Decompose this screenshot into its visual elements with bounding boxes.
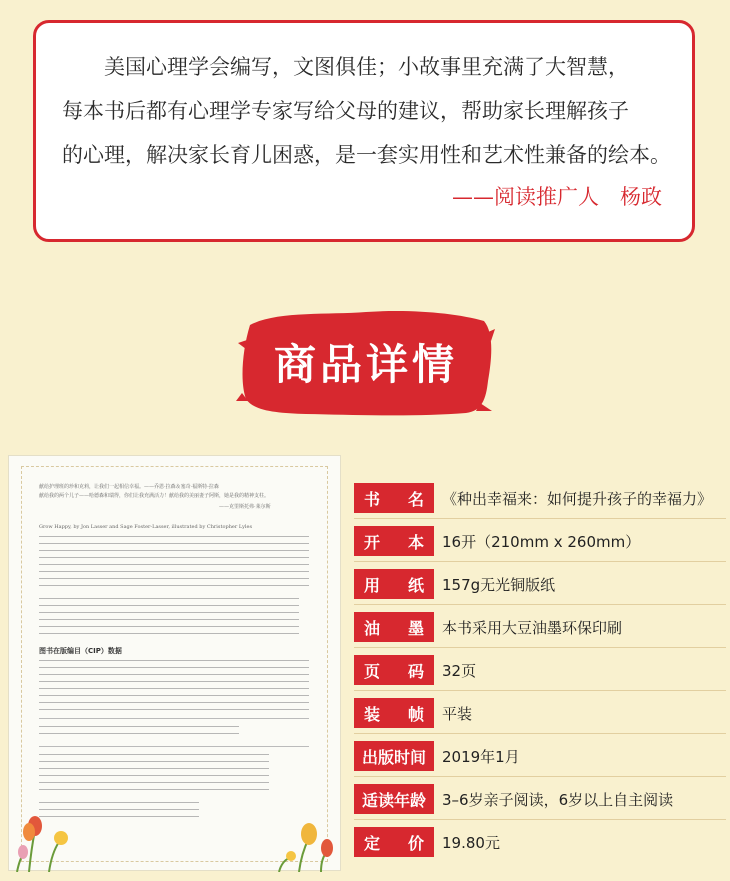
spec-label	[354, 612, 434, 642]
cip-heading: 图书在版编目（CIP）数据	[39, 647, 122, 655]
epigraph-line: 献给我的两个儿子——哈德森和瑞得，你们让我充满活力！献给我的美丽妻子阿斯，她是我的精神支柱。	[39, 493, 270, 499]
divider	[39, 718, 309, 719]
spec-value: 157g无光铜版纸	[442, 575, 556, 594]
spec-label-char: 价	[407, 833, 424, 853]
spec-label-char: 开	[364, 532, 381, 552]
spec-label	[354, 827, 434, 857]
spec-label-char: 油	[364, 618, 381, 638]
spec-label-char: 墨	[407, 618, 424, 638]
copyright-english: Grow Happy, by Jon Lasser and Sage Foster-Lasser, illustrated by Christopher Lyles	[39, 524, 253, 530]
publisher-text-block	[39, 752, 269, 794]
spec-row-format	[354, 526, 726, 556]
spec-label-char: 帧	[407, 704, 424, 724]
quote-card	[33, 20, 695, 242]
spec-value: 平装	[442, 704, 473, 723]
spec-row-ink	[354, 612, 726, 642]
spec-row-title	[354, 483, 726, 513]
quote-line: 的心理，解决家长育儿困惑，是一套实用性和艺术性兼备的绘本。	[62, 143, 671, 167]
divider	[354, 733, 726, 734]
spec-label: 出版时间	[354, 741, 434, 771]
divider	[39, 746, 309, 747]
book-copyright-page	[8, 455, 341, 871]
quote-line: 每本书后都有心理学专家写给父母的建议，帮助家长理解孩子	[62, 99, 629, 123]
section-title: 商品详情	[273, 340, 458, 389]
spec-value: 《种出幸福来：如何提升孩子的幸福力》	[442, 489, 713, 508]
spec-label-char: 定	[364, 833, 381, 853]
spec-label-char: 纸	[407, 575, 424, 595]
copyright-text-block	[39, 534, 309, 590]
spec-row-age	[354, 784, 726, 814]
quote-signature: ——阅读推广人 杨政	[452, 185, 662, 209]
spec-row-binding	[354, 698, 726, 728]
cip-text-block	[39, 658, 309, 710]
epigraph-line: 献给护理班的珍和克莉，让我们一起相信幸福。——乔恩·拉森＆塞奇·福斯特-拉森	[39, 484, 219, 490]
divider	[354, 690, 726, 691]
spec-label	[354, 698, 434, 728]
spec-label-char: 装	[364, 704, 381, 724]
spec-label-char: 本	[407, 532, 424, 552]
divider	[354, 561, 726, 562]
spec-label	[354, 483, 434, 513]
spec-row-paper	[354, 569, 726, 599]
spec-label	[354, 655, 434, 685]
divider	[354, 776, 726, 777]
spec-label-char: 书	[364, 489, 381, 509]
divider	[354, 604, 726, 605]
spec-value: 32页	[442, 661, 477, 680]
spec-row-publish-date	[354, 741, 726, 771]
spec-label-char: 码	[407, 661, 424, 681]
spec-label	[354, 569, 434, 599]
epigraph-signature: ——克里斯托弗·莱尔斯	[219, 504, 271, 510]
spec-label-char: 名	[407, 489, 424, 509]
spec-value: 16开（210mm x 260mm）	[442, 532, 641, 551]
spec-value: 19.80元	[442, 833, 500, 852]
divider	[354, 518, 726, 519]
flower-decoration-icon	[9, 812, 342, 872]
spec-value: 3–6岁亲子阅读，6岁以上自主阅读	[442, 790, 674, 809]
section-banner	[236, 303, 496, 421]
quote-line: 美国心理学会编写，文图俱佳；小故事里充满了大智慧，	[104, 55, 629, 79]
cip-text-block	[39, 724, 239, 738]
divider	[354, 647, 726, 648]
spec-label-char: 页	[364, 661, 381, 681]
spec-value: 本书采用大豆油墨环保印刷	[442, 618, 623, 637]
copyright-text-block	[39, 596, 299, 636]
spec-label	[354, 526, 434, 556]
spec-value: 2019年1月	[442, 747, 520, 766]
spec-row-price	[354, 827, 726, 857]
spec-label: 适读年龄	[354, 784, 434, 814]
divider	[354, 819, 726, 820]
spec-label-char: 用	[364, 575, 381, 595]
spec-row-pages	[354, 655, 726, 685]
